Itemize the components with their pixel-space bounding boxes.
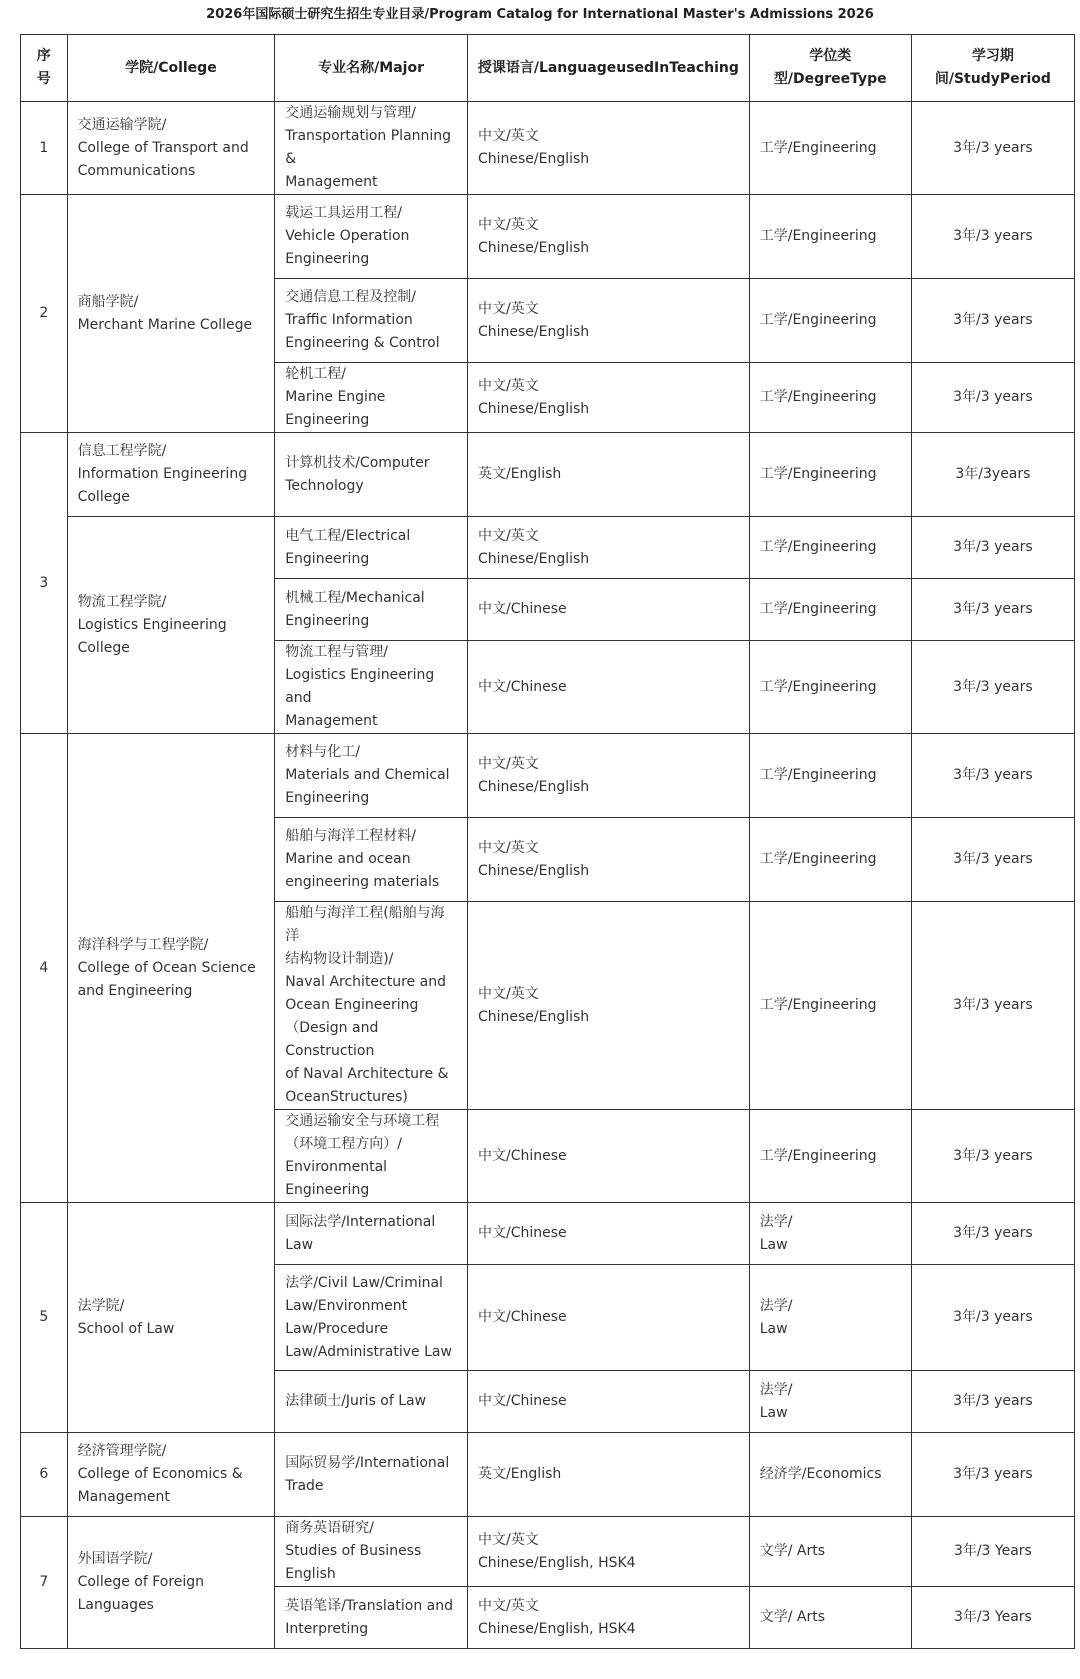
- major-cell: 交通信息工程及控制/ Traffic Information Engineering & Control: [275, 279, 468, 363]
- degree-cell: 经济学/Economics: [749, 1433, 911, 1517]
- degree-cell: 工学/Engineering: [749, 641, 911, 734]
- language-cell: 中文/英文 Chinese/English, HSK4: [467, 1517, 749, 1587]
- degree-cell: 工学/Engineering: [749, 818, 911, 902]
- major-cell: 法律硕士/Juris of Law: [275, 1371, 468, 1433]
- header-period: 学习期间/StudyPeriod: [911, 35, 1074, 102]
- study-period-cell: 3年/3 years: [911, 734, 1074, 818]
- major-cell: 国际法学/International Law: [275, 1203, 468, 1265]
- language-cell: 中文/英文 Chinese/English: [467, 734, 749, 818]
- row-number: 6: [21, 1433, 68, 1517]
- major-cell: 材料与化工/ Materials and Chemical Engineering: [275, 734, 468, 818]
- degree-cell: 工学/Engineering: [749, 734, 911, 818]
- language-cell: 中文/Chinese: [467, 1203, 749, 1265]
- degree-cell: 文学/ Arts: [749, 1587, 911, 1649]
- degree-cell: 工学/Engineering: [749, 517, 911, 579]
- study-period-cell: 3年/3 years: [911, 1433, 1074, 1517]
- college-cell: 海洋科学与工程学院/ College of Ocean Science and Engineering: [67, 734, 275, 1203]
- table-row: [21, 102, 1075, 195]
- page-title: 2026年国际硕士研究生招生专业目录/Program Catalog for International Master's Admissions 2026: [206, 7, 874, 22]
- header-num: 序 号: [21, 35, 68, 102]
- language-cell: 中文/英文 Chinese/English: [467, 195, 749, 279]
- major-cell: 物流工程与管理/ Logistics Engineering and Management: [275, 641, 468, 734]
- study-period-cell: 3年/3 years: [911, 641, 1074, 734]
- degree-cell: 工学/Engineering: [749, 279, 911, 363]
- college-cell: 商船学院/ Merchant Marine College: [67, 195, 275, 433]
- degree-cell: 文学/ Arts: [749, 1517, 911, 1587]
- major-cell: 交通运输安全与环境工程 （环境工程方向）/ Environmental Engineering: [275, 1110, 468, 1203]
- degree-cell: 工学/Engineering: [749, 363, 911, 433]
- study-period-cell: 3年/3 years: [911, 102, 1074, 195]
- major-cell: 计算机技术/Computer Technology: [275, 433, 468, 517]
- degree-cell: 工学/Engineering: [749, 902, 911, 1110]
- college-cell: 外国语学院/ College of Foreign Languages: [67, 1517, 275, 1649]
- row-number: 7: [21, 1517, 68, 1649]
- degree-cell: 工学/Engineering: [749, 102, 911, 195]
- language-cell: 中文/英文 Chinese/English, HSK4: [467, 1587, 749, 1649]
- study-period-cell: 3年/3 years: [911, 517, 1074, 579]
- row-number: 3: [21, 433, 68, 734]
- degree-cell: 工学/Engineering: [749, 195, 911, 279]
- study-period-cell: 3年/3 years: [911, 1203, 1074, 1265]
- language-cell: 中文/英文 Chinese/English: [467, 517, 749, 579]
- header-major: 专业名称/Major: [275, 35, 468, 102]
- college-cell: 物流工程学院/ Logistics Engineering College: [67, 517, 275, 734]
- study-period-cell: 3年/3 Years: [911, 1587, 1074, 1649]
- table-row: [21, 734, 1075, 818]
- language-cell: 中文/英文 Chinese/English: [467, 818, 749, 902]
- table-row: [21, 1203, 1075, 1265]
- language-cell: 中文/Chinese: [467, 579, 749, 641]
- college-cell: 交通运输学院/ College of Transport and Communications: [67, 102, 275, 195]
- degree-cell: 工学/Engineering: [749, 579, 911, 641]
- study-period-cell: 3年/3 years: [911, 363, 1074, 433]
- language-cell: 中文/英文 Chinese/English: [467, 279, 749, 363]
- language-cell: 中文/英文 Chinese/English: [467, 102, 749, 195]
- table-row: [21, 1433, 1075, 1517]
- major-cell: 商务英语研究/ Studies of Business English: [275, 1517, 468, 1587]
- major-cell: 法学/Civil Law/Criminal Law/Environment Law/Procedure Law/Administrative Law: [275, 1265, 468, 1371]
- language-cell: 中文/Chinese: [467, 1110, 749, 1203]
- table-row: [21, 195, 1075, 279]
- college-cell: 信息工程学院/ Information Engineering College: [67, 433, 275, 517]
- degree-cell: 法学/ Law: [749, 1265, 911, 1371]
- study-period-cell: 3年/3 years: [911, 1265, 1074, 1371]
- major-cell: 载运工具运用工程/ Vehicle Operation Engineering: [275, 195, 468, 279]
- table-row: [21, 433, 1075, 517]
- major-cell: 电气工程/Electrical Engineering: [275, 517, 468, 579]
- study-period-cell: 3年/3 years: [911, 902, 1074, 1110]
- major-cell: 船舶与海洋工程材料/ Marine and ocean engineering materials: [275, 818, 468, 902]
- table-row: [21, 1517, 1075, 1587]
- row-number: 5: [21, 1203, 68, 1433]
- major-cell: 轮机工程/ Marine Engine Engineering: [275, 363, 468, 433]
- header-row: [21, 35, 1075, 102]
- major-cell: 船舶与海洋工程(船舶与海洋 结构物设计制造)/ Naval Architecture and Ocean Engineering （Design and Construction of Naval Architecture & OceanStructures): [275, 902, 468, 1110]
- language-cell: 中文/英文 Chinese/English: [467, 363, 749, 433]
- major-cell: 英语笔译/Translation and Interpreting: [275, 1587, 468, 1649]
- language-cell: 中文/Chinese: [467, 641, 749, 734]
- degree-cell: 工学/Engineering: [749, 433, 911, 517]
- study-period-cell: 3年/3 years: [911, 279, 1074, 363]
- language-cell: 英文/English: [467, 433, 749, 517]
- study-period-cell: 3年/3 years: [911, 1371, 1074, 1433]
- degree-cell: 法学/ Law: [749, 1203, 911, 1265]
- college-cell: 法学院/ School of Law: [67, 1203, 275, 1433]
- row-number: 1: [21, 102, 68, 195]
- row-number: 4: [21, 734, 68, 1203]
- row-number: 2: [21, 195, 68, 433]
- degree-cell: 法学/ Law: [749, 1371, 911, 1433]
- header-language: 授课语言/LanguageusedInTeaching: [467, 35, 749, 102]
- study-period-cell: 3年/3 years: [911, 195, 1074, 279]
- major-cell: 国际贸易学/International Trade: [275, 1433, 468, 1517]
- header-degree: 学位类型/DegreeType: [749, 35, 911, 102]
- major-cell: 机械工程/Mechanical Engineering: [275, 579, 468, 641]
- language-cell: 中文/英文 Chinese/English: [467, 902, 749, 1110]
- table-row: [21, 517, 1075, 579]
- college-cell: 经济管理学院/ College of Economics & Management: [67, 1433, 275, 1517]
- program-catalog-table: [20, 34, 1075, 1649]
- degree-cell: 工学/Engineering: [749, 1110, 911, 1203]
- study-period-cell: 3年/3 years: [911, 579, 1074, 641]
- study-period-cell: 3年/3 years: [911, 818, 1074, 902]
- language-cell: 中文/Chinese: [467, 1265, 749, 1371]
- language-cell: 英文/English: [467, 1433, 749, 1517]
- language-cell: 中文/Chinese: [467, 1371, 749, 1433]
- study-period-cell: 3年/3years: [911, 433, 1074, 517]
- major-cell: 交通运输规划与管理/ Transportation Planning & Management: [275, 102, 468, 195]
- catalog-body: [21, 102, 1075, 1649]
- header-college: 学院/College: [67, 35, 275, 102]
- study-period-cell: 3年/3 Years: [911, 1517, 1074, 1587]
- study-period-cell: 3年/3 years: [911, 1110, 1074, 1203]
